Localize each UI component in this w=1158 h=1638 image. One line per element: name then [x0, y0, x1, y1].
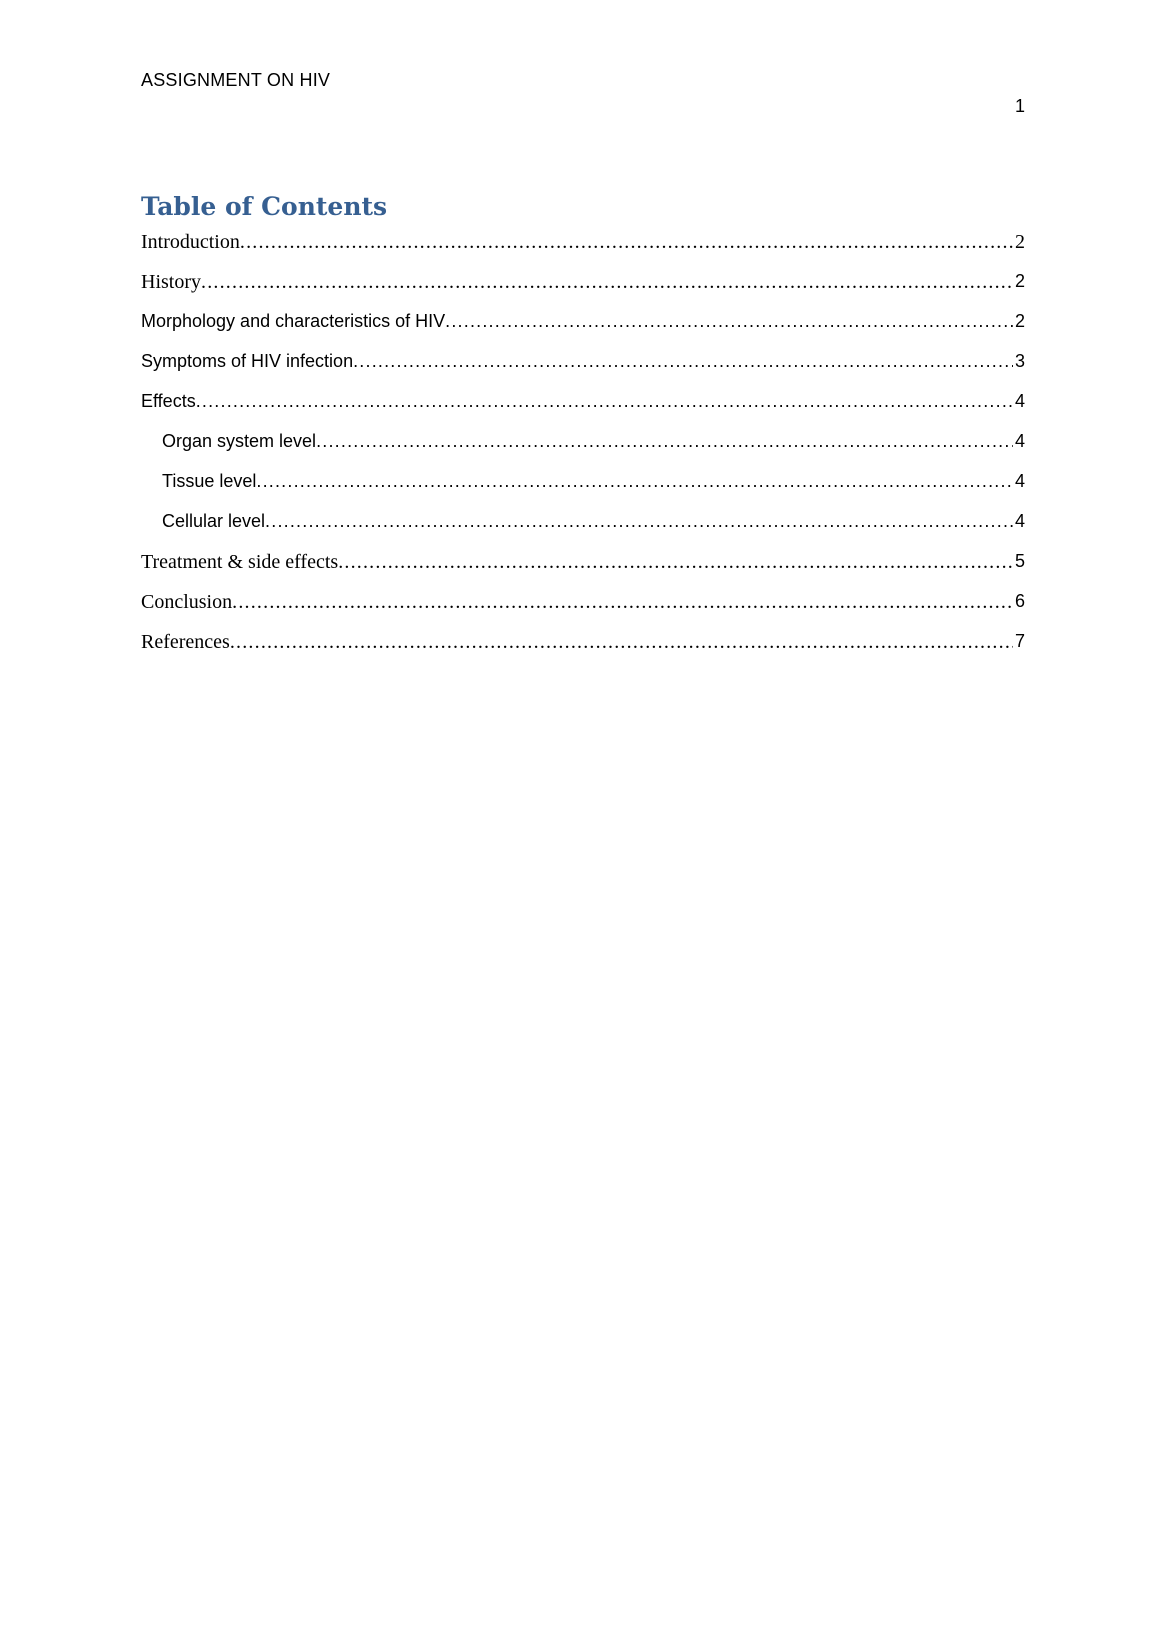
- running-header-title: ASSIGNMENT ON HIV: [141, 70, 331, 90]
- toc-entry-symptoms[interactable]: [141, 351, 1025, 391]
- toc-leader-dots: [232, 591, 1013, 614]
- toc-leader-dots: [196, 391, 1013, 412]
- toc-entry-cellular-level[interactable]: [141, 511, 1025, 551]
- toc-leader-dots: [338, 551, 1013, 574]
- toc-entry-label: Tissue level: [162, 471, 257, 491]
- toc-entry-label: Cellular level: [162, 511, 266, 531]
- toc-entry-references[interactable]: [141, 631, 1025, 671]
- toc-entry-treatment[interactable]: [141, 551, 1025, 591]
- toc-entry-label: Morphology and characteristics of HIV: [141, 311, 446, 331]
- toc-leader-dots: [353, 351, 1013, 372]
- toc-entry-label: Introduction: [141, 231, 240, 253]
- toc-entry-page: 2: [1014, 311, 1025, 331]
- toc-entry-page: 4: [1014, 391, 1025, 411]
- toc-leader-dots: [201, 271, 1013, 294]
- toc-entry-page: 4: [1014, 431, 1025, 451]
- page-number: 1: [1014, 96, 1025, 116]
- toc-entry-page: 4: [1014, 511, 1025, 531]
- toc-entry-page: 3: [1014, 351, 1025, 371]
- toc-entry-page: 2: [1015, 231, 1025, 253]
- toc-entry-page: 2: [1014, 271, 1025, 291]
- toc-entry-organ-system-level[interactable]: [141, 431, 1025, 471]
- toc-entry-page: 6: [1014, 591, 1025, 611]
- toc-entry-label: Organ system level: [162, 431, 317, 451]
- toc-entry-label: References: [141, 631, 230, 653]
- toc-entry-history[interactable]: [141, 271, 1025, 311]
- toc-leader-dots: [445, 311, 1013, 332]
- toc-leader-dots: [316, 431, 1013, 452]
- toc-entry-conclusion[interactable]: [141, 591, 1025, 631]
- toc-entry-label: Effects: [141, 391, 196, 411]
- toc-entry-label: Conclusion: [141, 591, 233, 613]
- toc-entry-tissue-level[interactable]: [141, 471, 1025, 511]
- toc-leader-dots: [230, 631, 1013, 654]
- toc-heading: Table of Contents: [141, 192, 388, 221]
- toc-entry-label: Symptoms of HIV infection: [141, 351, 354, 371]
- toc-leader-dots: [256, 471, 1013, 492]
- toc-entry-morphology[interactable]: [141, 311, 1025, 351]
- toc-entry-label: Treatment & side effects: [141, 551, 339, 573]
- toc-entry-page: 7: [1014, 631, 1025, 651]
- toc-entry-effects[interactable]: [141, 391, 1025, 431]
- toc-entry-page: 5: [1014, 551, 1025, 571]
- toc-entry-introduction[interactable]: [141, 231, 1025, 271]
- table-of-contents: [141, 231, 1025, 671]
- toc-entry-page: 4: [1014, 471, 1025, 491]
- toc-leader-dots: [240, 231, 1013, 254]
- toc-leader-dots: [265, 511, 1013, 532]
- toc-entry-label: History: [141, 271, 201, 293]
